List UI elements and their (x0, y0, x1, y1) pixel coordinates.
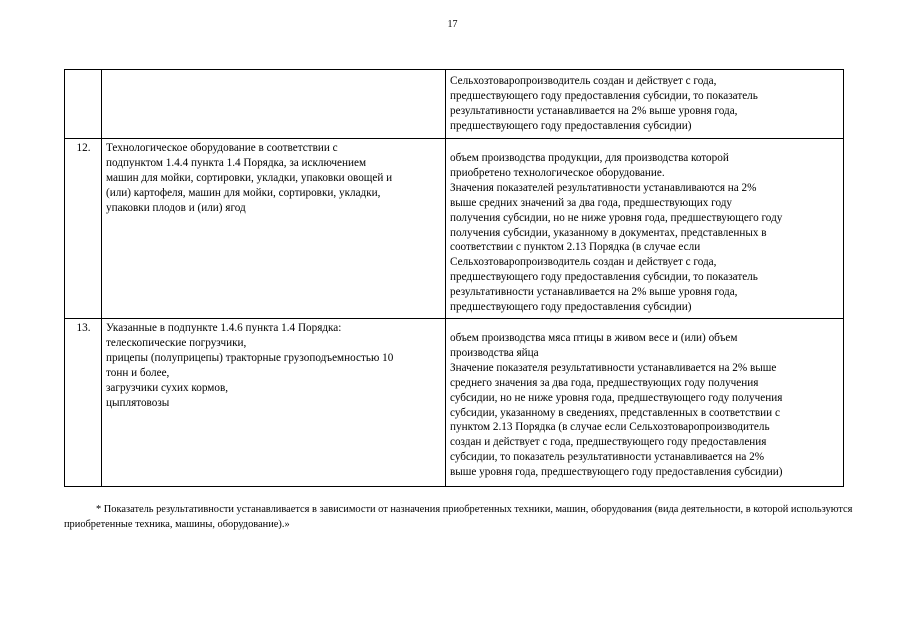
indicator-cell (446, 139, 844, 319)
description-line: Указанные в подпункте 1.4.6 пункта 1.4 Порядка: (106, 321, 342, 334)
indicator-line: выше уровня года, предшествующего году предоставления субсидии) (450, 466, 783, 479)
description-cell (102, 318, 446, 486)
indicator-line: получения субсидии, указанному в документах, представленных в (450, 226, 767, 239)
indicator-line: предшествующего году предоставления субсидии) (450, 301, 692, 314)
row-number-cell: 12. (65, 139, 102, 319)
indicator-line: пунктом 2.13 Порядка (в случае если Сельхозтоваропроизводитель (450, 421, 770, 434)
indicator-line: субсидии, указанному в сведениях, представленных в соответствии с (450, 406, 780, 419)
row-number-cell (65, 70, 102, 139)
description-line: загрузчики сухих кормов, (106, 381, 229, 394)
table-row-12 (65, 139, 844, 319)
indicators-table (64, 69, 844, 487)
indicator-line: Значение показателя результативности устанавливается на 2% выше (450, 361, 777, 374)
description-line: (или) картофеля, машин для мойки, сортировки, укладки, (106, 186, 381, 199)
footnote: * Показатель результативности устанавливается в зависимости от назначения приобретенных техники, машин, оборудования (вида деятельности, в которой используются приобретенные техника, машины, оборудование).» (64, 504, 853, 530)
description-line: телескопические погрузчики, (106, 336, 247, 349)
indicator-cell (446, 318, 844, 486)
indicator-line: результативности устанавливается на 2% выше уровня года, (450, 104, 738, 117)
indicator-line: приобретено технологическое оборудование. (450, 166, 665, 179)
indicator-cell (446, 70, 844, 139)
table-row-continuation (65, 70, 844, 139)
indicator-line: производства яйца (450, 346, 539, 359)
description-cell (102, 139, 446, 319)
indicator-line: среднего значения за два года, предшествующих году получения (450, 376, 759, 389)
description-line: Технологическое оборудование в соответствии с (106, 142, 338, 154)
description-line: тонн и более, (106, 366, 170, 379)
indicator-line: Значения показателей результативности устанавливаются на 2% (450, 181, 757, 194)
indicator-line: объем производства продукции, для производства которой (450, 152, 729, 164)
description-line: упаковки плодов и (или) ягод (106, 201, 246, 214)
description-line: подпунктом 1.4.4 пункта 1.4 Порядка, за исключением (106, 156, 367, 169)
indicator-line: результативности устанавливается на 2% выше уровня года, (450, 286, 738, 299)
indicator-line: Сельхозтоваропроизводитель создан и действует с года, (450, 256, 717, 269)
description-line: машин для мойки, сортировки, укладки, упаковки овощей и (106, 171, 393, 184)
indicator-line: выше средних значений за два года, предшествующих году (450, 196, 733, 209)
page-number: 17 (447, 19, 458, 30)
indicator-line: Сельхозтоваропроизводитель создан и действует с года, (450, 75, 717, 87)
description-cell (102, 70, 446, 139)
indicator-line: создан и действует с года, предшествующего году предоставления (450, 436, 767, 449)
indicator-line: предшествующего году предоставления субсидии, то показатель (450, 271, 758, 284)
description-line: цыплятовозы (106, 396, 170, 409)
indicator-line: предшествующего году предоставления субсидии, то показатель (450, 89, 758, 102)
indicator-line: субсидии, то показатель результативности устанавливается на 2% (450, 451, 765, 464)
indicator-line: объем производства мяса птицы в живом весе и (или) объем (450, 331, 738, 344)
table-row-13 (65, 318, 844, 486)
indicator-line: получения субсидии, но не ниже уровня года, предшествующего году (450, 211, 783, 224)
indicator-line: предшествующего году предоставления субсидии) (450, 119, 692, 132)
description-line: прицепы (полуприцепы) тракторные грузоподъемностью 10 (106, 351, 394, 364)
indicator-line: соответствии с пунктом 2.13 Порядка (в случае если (450, 241, 701, 254)
indicator-line: субсидии, но не ниже уровня года, предшествующего году получения (450, 391, 783, 404)
row-number-cell: 13. (65, 318, 102, 486)
